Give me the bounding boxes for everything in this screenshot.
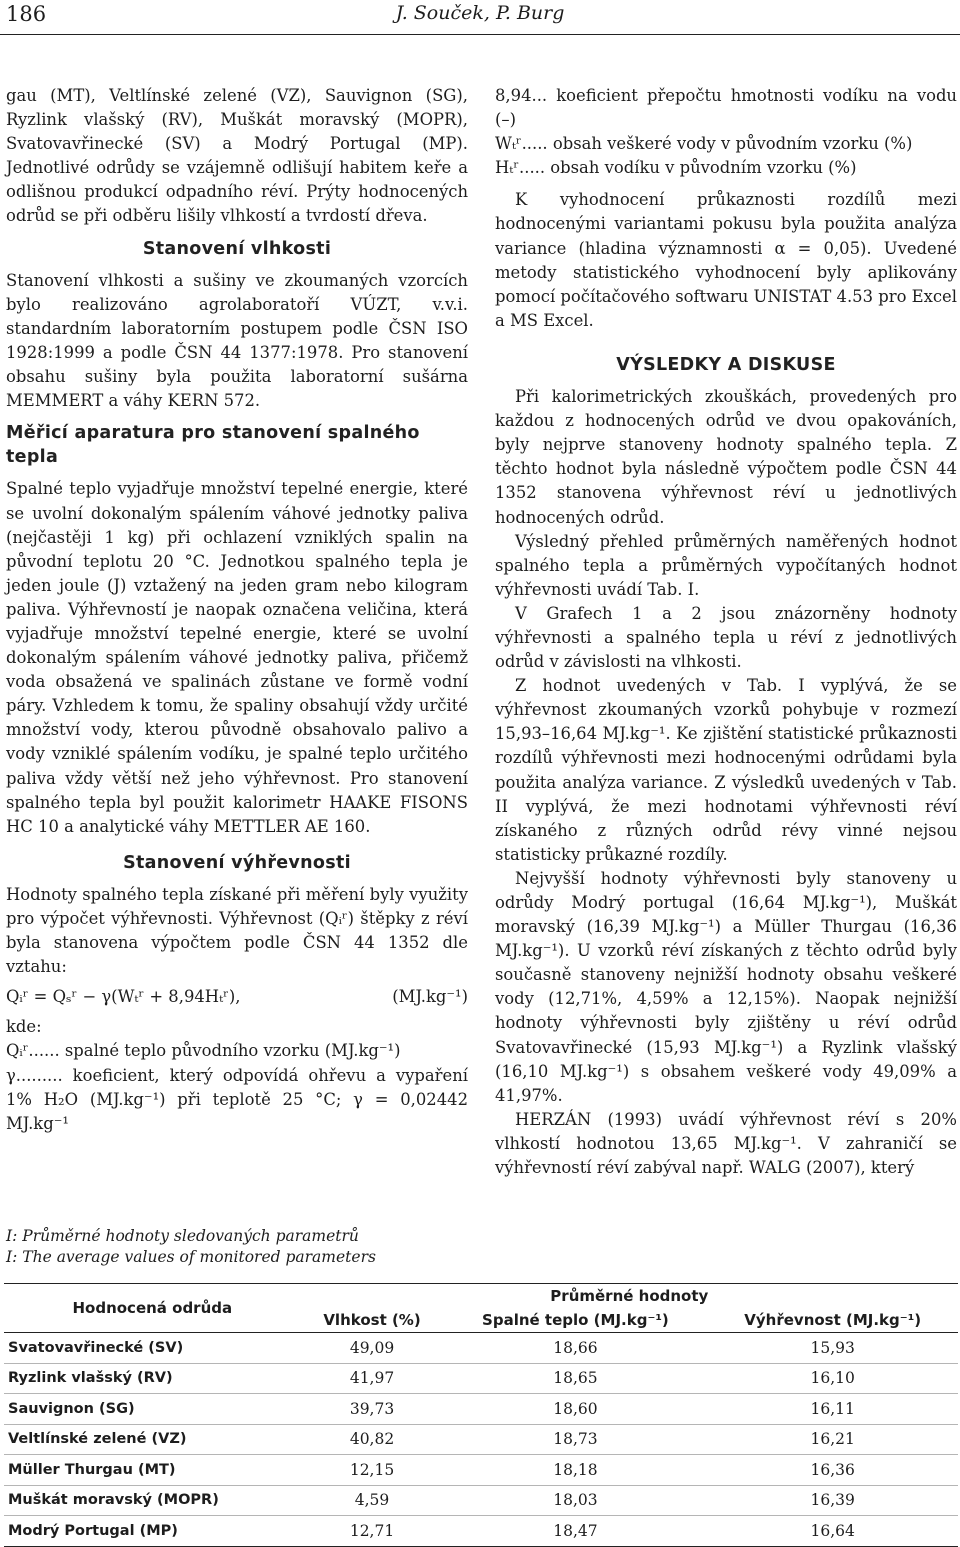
section-heading-moisture: Stanovení vlhkosti — [142, 238, 332, 259]
results-table — [4, 1283, 958, 1547]
variety-cell: Ryzlink vlašský (RV) — [4, 1363, 301, 1394]
table-row — [4, 1485, 958, 1516]
section-heading-apparatus: Měřicí aparatura pro stanovení spalného tepla — [6, 423, 420, 468]
moisture-cell: 49,09 — [301, 1333, 444, 1364]
column-header-variety: Hodnocená odrůda — [4, 1284, 301, 1333]
column-header-gross-calorific: Spalné teplo (MJ.kg⁻¹) — [443, 1308, 707, 1333]
paragraph: Hodnoty spalného tepla získané při měření byly využity pro výpočet výhřevnosti. Výhřevnost (Qᵢʳ) štěpky z réví byla stanovena výpočtem podle ČSN 44 1352 dle vztahu: — [6, 884, 468, 977]
gross-calorific-cell: 18,65 — [443, 1363, 707, 1394]
page-number: 186 — [6, 2, 47, 26]
paragraph: V Grafech 1 a 2 jsou znázorněny hodnoty výhřevnosti a spalného tepla u réví z jednotlivých odrůd v závislosti na vlhkosti. — [495, 603, 957, 672]
equation — [6, 985, 468, 1009]
net-calorific-cell: 16,21 — [707, 1424, 958, 1455]
paragraph: Z hodnot uvedených v Tab. I vyplývá, že se výhřevnost zkoumaných vzorků pohybuje v rozmezí 15,93–16,64 MJ.kg⁻¹. Ke zjištění statistické průkaznosti rozdílů výhřevnosti mezi hodnocenými odrůdami byla použita analýza variance. Z výsledků uvedených v Tab. II vyplývá, že mezi hodnotami výhřevnosti réví získaného z různých odrůd révy vinné nejsou statisticky průkazné rozdíly. — [495, 676, 957, 864]
table-row — [4, 1455, 958, 1486]
table-row — [4, 1363, 958, 1394]
net-calorific-cell: 16,11 — [707, 1394, 958, 1425]
moisture-cell: 40,82 — [301, 1424, 444, 1455]
column-group-header: Průměrné hodnoty — [301, 1284, 958, 1309]
definition-item: 8,94... koeficient přepočtu hmotnosti vodíku na vodu (–) — [495, 86, 957, 130]
gross-calorific-cell: 18,47 — [443, 1516, 707, 1547]
table-row — [4, 1424, 958, 1455]
header-rule — [0, 34, 960, 35]
moisture-cell: 4,59 — [301, 1485, 444, 1516]
equation-unit: (MJ.kg⁻¹) — [392, 987, 468, 1007]
symbol-definitions — [6, 1015, 468, 1135]
variety-cell: Müller Thurgau (MT) — [4, 1455, 301, 1486]
net-calorific-cell: 16,10 — [707, 1363, 958, 1394]
definitions-intro: kde: — [6, 1017, 42, 1037]
paragraph: Výsledný přehled průměrných naměřených hodnot spalného tepla a průměrných vypočítaných hodnot výhřevnosti uvádí Tab. I. — [495, 531, 957, 599]
moisture-cell: 12,71 — [301, 1516, 444, 1547]
gross-calorific-cell: 18,60 — [443, 1394, 707, 1425]
paragraph: K vyhodnocení průkaznosti rozdílů mezi hodnocenými variantami pokusu byla použita analýza variance (hladina významnosti α = 0,05). Uvedené metody statistického vyhodnocení byly aplikovány pomocí počítačového softwaru UNISTAT 4.53 pro Excel a MS Excel. — [495, 190, 957, 330]
net-calorific-cell: 16,39 — [707, 1485, 958, 1516]
net-calorific-cell: 16,36 — [707, 1455, 958, 1486]
section-heading-net-calorific: Stanovení výhřevnosti — [123, 852, 351, 873]
moisture-cell: 12,15 — [301, 1455, 444, 1486]
table-caption-english: I: The average values of monitored parameters — [6, 1248, 376, 1266]
table-row — [4, 1394, 958, 1425]
paragraph: Nejvyšší hodnoty výhřevnosti byly stanoveny u odrůdy Modrý portugal (16,64 MJ.kg⁻¹), Muškát moravský (16,39 MJ.kg⁻¹) a Müller Thurgau (16,36 MJ.kg⁻¹). U vzorků réví získaných z těchto odrůd byly současně stanoveny nejnižší hodnoty obsahu veškeré vody (12,71%, 4,59% a 12,15%). Naopak nejnižší hodnoty výhřevnosti byly zjištěny u réví odrůd Svatovavřinecké (15,93 MJ.kg⁻¹) a Ryzlink vlašský (16,10 MJ.kg⁻¹) s obsahem veškeré vody 49,09% a 41,97%. — [495, 868, 957, 1105]
definition-item: Wₜʳ..... obsah veškeré vody v původním vzorku (%) — [495, 134, 913, 154]
moisture-cell: 39,73 — [301, 1394, 444, 1425]
paragraph: Při kalorimetrických zkouškách, provedených pro každou z hodnocených odrůd ve dvou opakováních, byly nejprve stanoveny hodnoty spalného tepla. Z těchto hodnot byla následně výpočtem podle ČSN 44 1352 stanovena výhřevnost réví u jednotlivých hodnocených odrůd. — [495, 387, 957, 527]
page-header — [0, 0, 960, 40]
net-calorific-cell: 16,64 — [707, 1516, 958, 1547]
table-row — [4, 1333, 958, 1364]
net-calorific-cell: 15,93 — [707, 1333, 958, 1364]
symbol-definitions-continued — [495, 84, 957, 180]
right-column — [495, 84, 957, 1180]
paragraph: Stanovení vlhkosti a sušiny ve zkoumaných vzorcích bylo realizováno agrolaboratoří VÚZT, v.v.i. standardním laboratorním postupem podle ČSN ISO 1928:1999 a podle ČSN 44 1377:1978. Pro stanovení obsahu sušiny byla použita laboratorní sušárna MEMMERT a váhy KERN 572. — [6, 270, 468, 411]
definition-item: Hₜʳ..... obsah vodíku v původním vzorku (%) — [495, 158, 857, 178]
equation-body: Qᵢʳ = Qₛʳ − γ(Wₜʳ + 8,94Hₜʳ), — [6, 987, 241, 1007]
gross-calorific-cell: 18,18 — [443, 1455, 707, 1486]
definition-item: Qᵢʳ...... spalné teplo původního vzorku (MJ.kg⁻¹) — [6, 1041, 401, 1061]
variety-cell: Sauvignon (SG) — [4, 1394, 301, 1425]
table-caption — [6, 1226, 376, 1268]
paragraph: Spalné teplo vyjadřuje množství tepelné energie, které se uvolní dokonalým spálením váhové jednotky paliva (nejčastěji 1 kg) při ochlazení vzniklých spalin na původní teplotu 20 °C. Jednotkou spalného tepla je jeden joule (J) vztažený na jeden gram nebo kilogram paliva. Výhřevností je naopak označena veličina, která vyjadřuje množství tepelné energie, které se uvolní dokonalým spálením váhové jednotky paliva, přičemž voda obsažená ve spalinách zůstane ve formě vodní páry. Vzhledem k tomu, že spaliny obsahují vždy určité množství vody, kterou původně obsahovalo palivo a vody vzniklé spálením vodíku, je spalné teplo určitého paliva vždy větší než jeho výhřevnost. Pro stanovení spalného tepla byl použit kalorimetr HAAKE FISONS HC 10 a analytické váhy METTLER AE 160. — [6, 479, 468, 836]
variety-cell: Muškát moravský (MOPR) — [4, 1485, 301, 1516]
column-header-moisture: Vlhkost (%) — [301, 1308, 444, 1333]
gross-calorific-cell: 18,73 — [443, 1424, 707, 1455]
variety-cell: Svatovavřinecké (SV) — [4, 1333, 301, 1364]
paragraph: gau (MT), Veltlínské zelené (VZ), Sauvignon (SG), Ryzlink vlašský (RV), Muškát moravský (MOPR), Svatovavřinecké (SV) a Modrý Portugal (MP). Jednotlivé odrůdy se vzájemně odlišují habitem keře a odlišnou produkcí odpadního réví. Prýty hodnocených odrůd se při odběru lišily vlhkostí a tvrdostí dřeva. — [6, 86, 468, 226]
variety-cell: Veltlínské zelené (VZ) — [4, 1424, 301, 1455]
section-heading-results: VÝSLEDKY A DISKUSE — [616, 354, 836, 375]
moisture-cell: 41,97 — [301, 1363, 444, 1394]
variety-cell: Modrý Portugal (MP) — [4, 1516, 301, 1547]
column-header-net-calorific: Výhřevnost (MJ.kg⁻¹) — [707, 1308, 958, 1333]
running-head-authors: J. Souček, P. Burg — [395, 2, 565, 24]
paragraph: HERZÁN (1993) uvádí výhřevnost réví s 20% vlhkostí hodnotou 13,65 MJ.kg⁻¹. V zahraničí se výhřevností réví zabýval např. WALG (2007), který — [495, 1109, 957, 1178]
gross-calorific-cell: 18,66 — [443, 1333, 707, 1364]
definition-item: γ......... koeficient, který odpovídá ohřevu a vypaření 1% H₂O (MJ.kg⁻¹) při teplotě 25 °C; γ = 0,02442 MJ.kg⁻¹ — [6, 1065, 468, 1133]
table-row — [4, 1516, 958, 1547]
table-caption-czech: I: Průměrné hodnoty sledovaných parametrů — [6, 1227, 359, 1245]
gross-calorific-cell: 18,03 — [443, 1485, 707, 1516]
left-column — [6, 84, 468, 1136]
